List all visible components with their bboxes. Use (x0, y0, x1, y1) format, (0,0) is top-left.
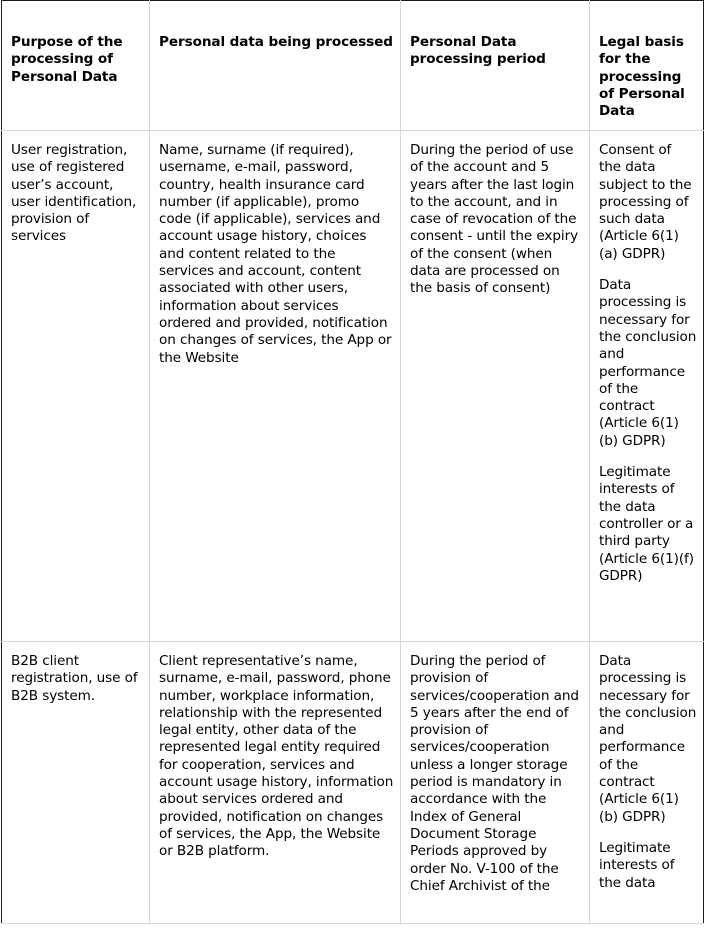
table-header-row (2, 1, 704, 131)
cell-personal-data (150, 131, 401, 642)
data-processing-table (1, 0, 704, 924)
processing-period-text: During the period of provision of services/cooperation and 5 years after the end of provision of services/cooperation unless a longer storage period is mandatory in accordance with the Index of General Document Storage Periods approved by order No. V-100 of the Chief Archivist of the (410, 653, 579, 894)
header-processing-period: Personal Data processing period (401, 1, 590, 131)
cell-legal-basis (590, 131, 704, 642)
cell-processing-period (401, 131, 590, 642)
cell-purpose (2, 642, 150, 924)
cell-purpose (2, 131, 150, 642)
table-row (2, 642, 704, 924)
legal-basis-paragraph: Consent of the data subject to the processing of such data (Article 6(1)(a) GDPR) (599, 142, 692, 262)
cell-legal-basis (590, 642, 704, 924)
table-row (2, 131, 704, 642)
purpose-text: B2B client registration, use of B2B system. (11, 653, 138, 704)
processing-period-text: During the period of use of the account and 5 years after the last login to the account, and in case of revocation of the consent - until the expiry of the consent (when data are processed on the basis of consent) (410, 142, 579, 297)
cell-personal-data (150, 642, 401, 924)
legal-basis-paragraph: Legitimate interests of the data (599, 839, 675, 891)
legal-basis-paragraph: Data processing is necessary for the conclusion and performance of the contract (Article 6(1)(b) GDPR) (599, 277, 697, 449)
purpose-text: User registration, use of registered user’s account, user identification, provision of services (11, 142, 137, 245)
personal-data-text: Client representative’s name, surname, e-mail, password, phone number, workplace information, relationship with the represented legal entity, other data of the represented legal entity required for cooperation, services and account usage history, information about services ordered and provided, notification on changes of services, the App, the Website or B2B platform. (159, 653, 394, 860)
header-personal-data: Personal data being processed (150, 1, 401, 131)
legal-basis-paragraph: Data processing is necessary for the conclusion and performance of the contract (Article 6(1)(b) GDPR) (599, 653, 697, 825)
cell-processing-period (401, 642, 590, 924)
header-purpose: Purpose of the processing of Personal Data (2, 1, 150, 131)
personal-data-text: Name, surname (if required), username, e-mail, password, country, health insurance card number (if applicable), promo code (if applicable), services and account usage history, choices and content related to the services and account, content associated with other users, information about services ordered and provided, notification on changes of services, the App or the Website (159, 142, 392, 366)
header-legal-basis: Legal basis for the processing of Personal Data (590, 1, 704, 131)
legal-basis-paragraph: Legitimate interests of the data controller or a third party (Article 6(1)(f) GDPR) (599, 464, 694, 584)
